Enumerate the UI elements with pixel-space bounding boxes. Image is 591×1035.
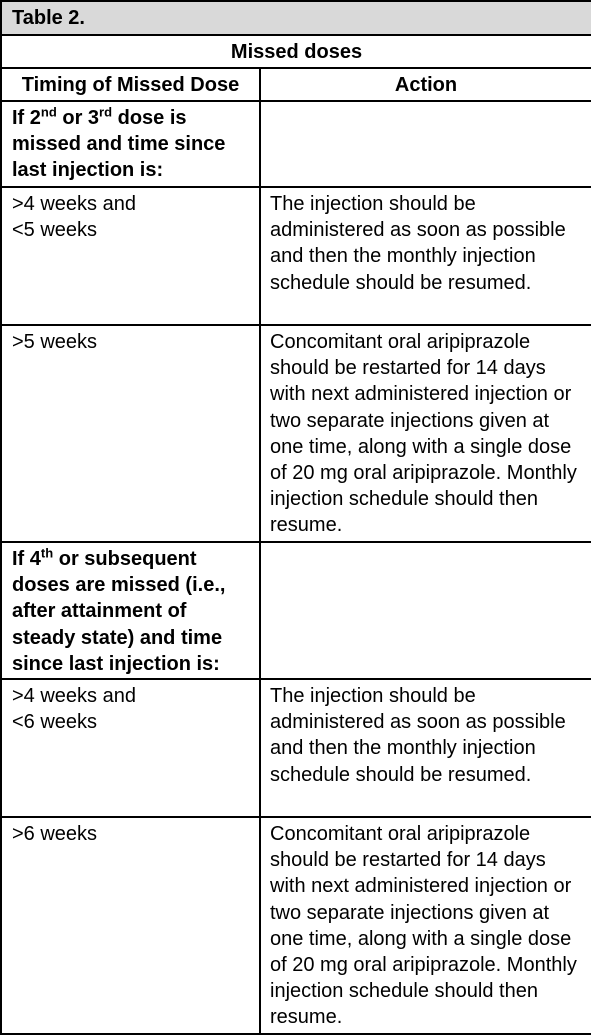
timing-line: >5 weeks [12,331,98,353]
condition-text-prefix: If 2 [12,107,41,129]
ordinal-superscript: th [40,545,54,561]
action-cell: The injection should be administered as soon as possible and then the monthly injection schedule should be resumed. [260,679,591,817]
ordinal-superscript: rd [99,104,113,120]
table-caption: Table 2. [1,1,591,35]
empty-action-cell [260,542,591,679]
action-cell: Concomitant oral aripiprazole should be restarted for 14 days with next administered injection or two separate injections given at one time, along with a single dose of 20 mg oral aripiprazole. Monthly injection schedule should then resume. [260,325,591,542]
caption-row [1,1,591,35]
timing-line: >4 weeks and [12,193,136,215]
condition-row [1,542,591,679]
condition-text-suffix: or subsequent doses are missed (i.e., after attainment of steady state) and time since last injection is: [12,548,226,675]
condition-cell [1,542,260,679]
section-title: Missed doses [1,35,591,68]
timing-line: >6 weeks [12,823,98,845]
timing-cell [1,187,260,325]
timing-cell [1,679,260,817]
column-header-action: Action [260,68,591,101]
condition-text-suffix: dose is missed and time since last injection is: [12,107,226,182]
action-cell: The injection should be administered as soon as possible and then the monthly injection schedule should be resumed. [260,187,591,325]
empty-action-cell [260,101,591,187]
timing-cell [1,325,260,542]
table-row [1,187,591,325]
timing-line: <6 weeks [12,711,98,734]
table-row [1,679,591,817]
timing-line: >4 weeks and [12,685,136,707]
column-header-timing: Timing of Missed Dose [1,68,260,101]
section-row [1,35,591,68]
condition-cell [1,101,260,187]
timing-line: <5 weeks [12,219,98,242]
table-row [1,817,591,1034]
condition-text-mid: or 3 [56,107,100,129]
header-row [1,68,591,101]
condition-row [1,101,591,187]
action-cell: Concomitant oral aripiprazole should be restarted for 14 days with next administered injection or two separate injections given at one time, along with a single dose of 20 mg oral aripiprazole. Monthly injection schedule should then resume. [260,817,591,1034]
timing-cell [1,817,260,1034]
table-row [1,325,591,542]
condition-text-prefix: If 4 [12,548,41,570]
ordinal-superscript: nd [40,104,57,120]
